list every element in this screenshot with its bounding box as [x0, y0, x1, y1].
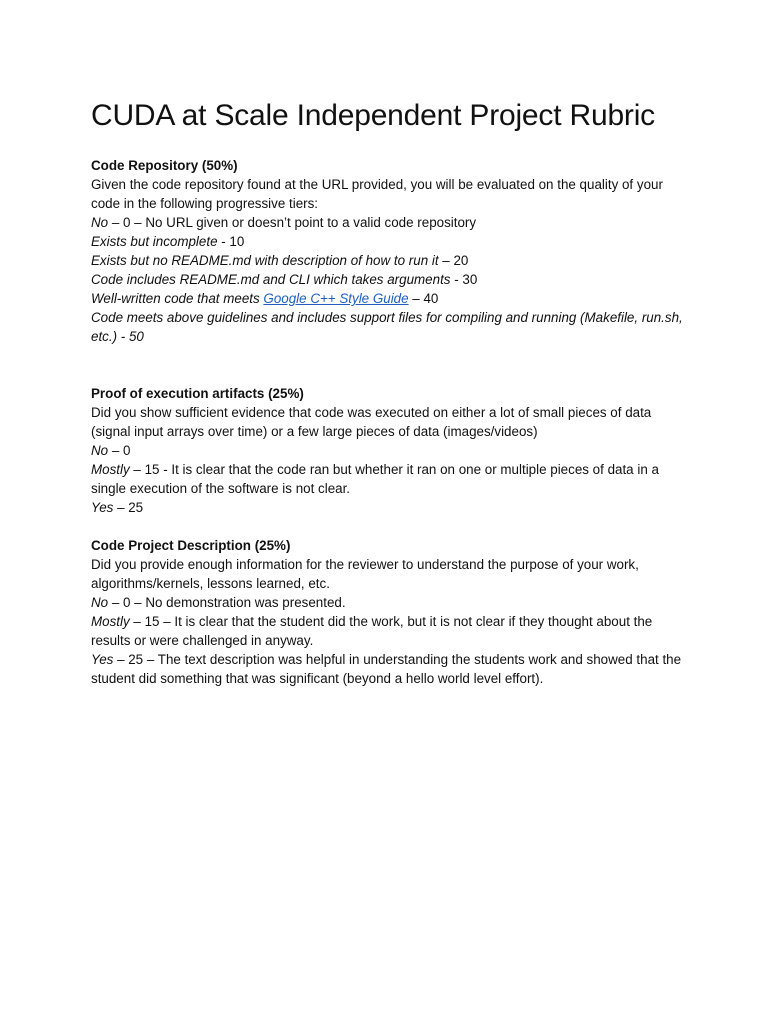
- tier-label: Mostly: [91, 462, 130, 477]
- tier-label: Exists but no README.md with description of how to run it: [91, 253, 439, 268]
- spacer: [91, 346, 691, 384]
- google-style-guide-link[interactable]: Google C++ Style Guide: [263, 291, 409, 306]
- tier-label: No: [91, 215, 109, 230]
- section-project-description: [91, 536, 691, 688]
- tier-text: – 40: [408, 291, 439, 306]
- tier-label: No: [91, 595, 109, 610]
- tier-label: No: [91, 443, 109, 458]
- tier-text: – 0 – No URL given or doesn’t point to a valid code repository: [108, 215, 477, 230]
- tier-item: [91, 612, 691, 650]
- tier-item: [91, 232, 691, 251]
- tier-label: Code includes README.md and CLI which takes arguments: [91, 272, 451, 287]
- tier-label: Exists but incomplete: [91, 234, 218, 249]
- tier-item: [91, 289, 691, 308]
- tier-item: [91, 650, 691, 688]
- tier-item: [91, 251, 691, 270]
- tier-text: – 20: [438, 253, 469, 268]
- page-title: CUDA at Scale Independent Project Rubric: [91, 99, 655, 132]
- tier-text: – 0 – No demonstration was presented.: [108, 595, 346, 610]
- tier-text: - 10: [217, 234, 245, 249]
- tier-text: – 25 – The text description was helpful in understanding the students work and showed that the student did something that was significant (beyond a hello world level effort).: [91, 652, 682, 686]
- tier-item: [91, 270, 691, 289]
- document-page: [91, 96, 691, 688]
- tier-item: [91, 308, 691, 346]
- tier-label: Yes: [91, 500, 114, 515]
- section-heading: Code Project Description (25%): [91, 538, 291, 553]
- section-intro: Did you provide enough information for the reviewer to understand the purpose of your work, algorithms/kernels, lessons learned, etc.: [91, 557, 639, 591]
- tier-item: [91, 213, 691, 232]
- tier-label: Yes: [91, 652, 114, 667]
- tier-text: – 25: [113, 500, 144, 515]
- tier-item: [91, 498, 691, 517]
- section-intro: Given the code repository found at the URL provided, you will be evaluated on the quality of your code in the following progressive tiers:: [91, 177, 663, 211]
- tier-text: - 30: [450, 272, 478, 287]
- section-heading: Code Repository (50%): [91, 158, 238, 173]
- tier-text: – 15 - It is clear that the code ran but whether it ran on one or multiple pieces of data in a single execution of the software is not clear.: [91, 462, 659, 496]
- tier-item: [91, 441, 691, 460]
- tier-item: [91, 460, 691, 498]
- section-heading: Proof of execution artifacts (25%): [91, 386, 304, 401]
- tier-text: – 15 – It is clear that the student did the work, but it is not clear if they thought about the results or were challenged in anyway.: [91, 614, 653, 648]
- section-intro: Did you show sufficient evidence that code was executed on either a lot of small pieces of data (signal input arrays over time) or a few large pieces of data (images/videos): [91, 405, 652, 439]
- tier-label: Mostly: [91, 614, 130, 629]
- section-proof-of-execution: [91, 384, 691, 517]
- tier-label: Well-written code that meets: [91, 291, 264, 306]
- tier-text: – 0: [108, 443, 131, 458]
- section-code-repository: [91, 156, 691, 346]
- tier-item: [91, 593, 691, 612]
- tier-label: Code meets above guidelines and includes support files for compiling and running (Makefile, run.sh, etc.) - 50: [91, 310, 683, 344]
- spacer: [91, 517, 691, 536]
